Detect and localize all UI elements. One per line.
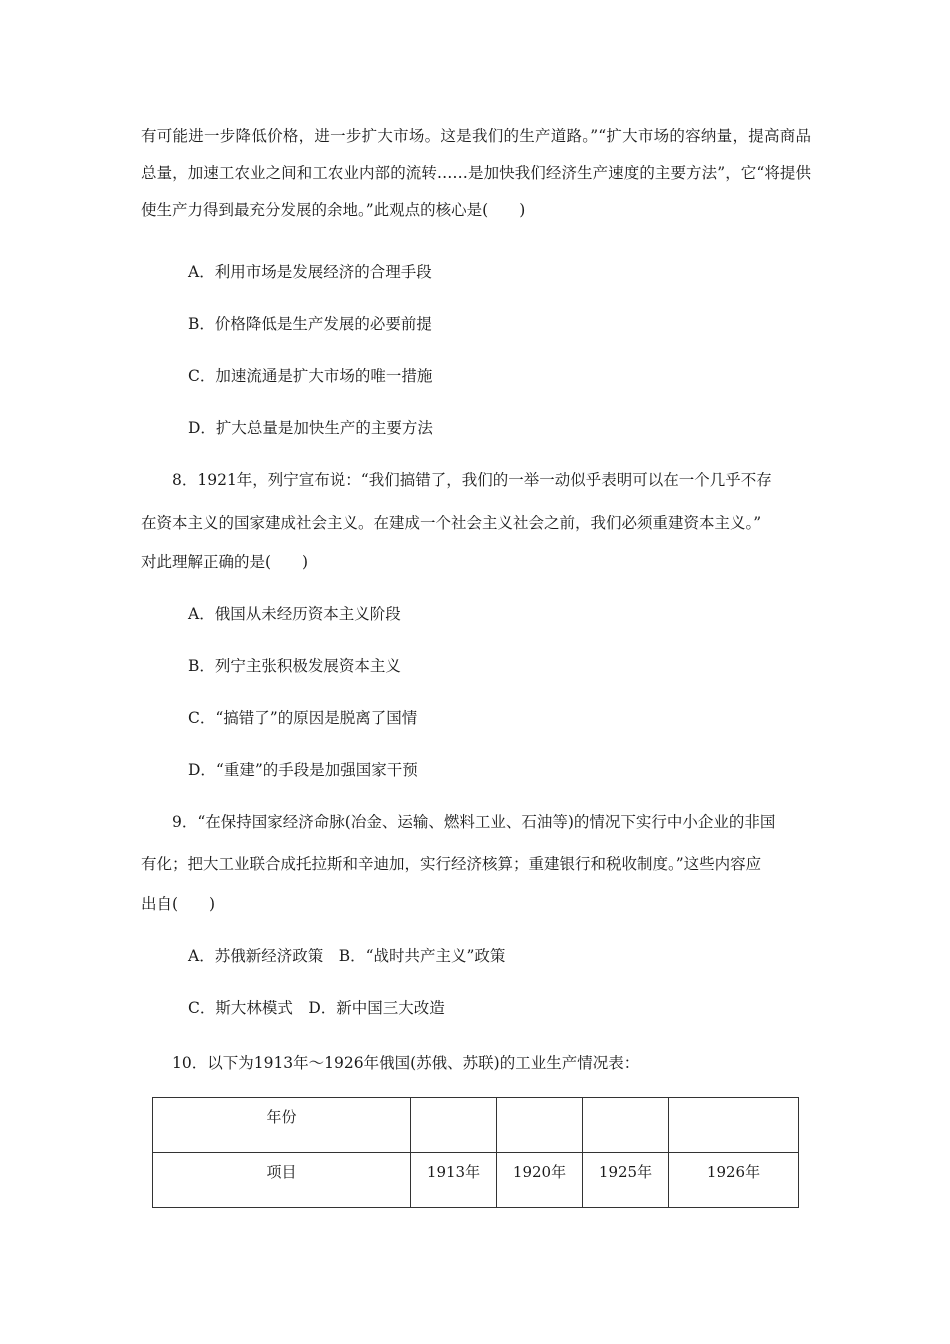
table-cell (411, 1098, 497, 1153)
q9-options-row-2: C．斯大林模式 D．新中国三大改造 (188, 999, 445, 1017)
question-9-line-1: 9．“在保持国家经济命脉(冶金、运输、燃料工业、石油等)的情况下实行中小企业的非国 (172, 813, 776, 831)
question-7-stem: 有可能进一步降低价格，进一步扩大市场。这是我们的生产道路。”“扩大市场的容纳量，提高商品总量，加速工农业之间和工农业内部的流转……是加快我们经济生产速度的主要方法”，它“将提供使生产力得到最充分发展的余地。”此观点的核心是( ) (141, 127, 811, 219)
q8-option-b: B．列宁主张积极发展资本主义 (188, 657, 401, 675)
question-9-line-2: 有化；把大工业联合成托拉斯和辛迪加，实行经济核算；重建银行和税收制度。”这些内容应 (141, 855, 762, 873)
q7-option-d: D．扩大总量是加快生产的主要方法 (188, 419, 433, 437)
table-row (153, 1098, 799, 1153)
table-year-cell: 1926年 (669, 1153, 799, 1208)
q8-option-d: D．“重建”的手段是加强国家干预 (188, 761, 418, 779)
question-8-line-1: 8．1921年，列宁宣布说：“我们搞错了，我们的一举一动似乎表明可以在一个几乎不存 (172, 471, 772, 489)
table-cell (669, 1098, 799, 1153)
table-row (153, 1153, 799, 1208)
table-header-item: 项目 (153, 1153, 411, 1208)
industrial-production-table (152, 1097, 799, 1208)
q7-option-b: B．价格降低是生产发展的必要前提 (188, 315, 432, 333)
q7-option-c: C．加速流通是扩大市场的唯一措施 (188, 367, 433, 385)
table-year-cell: 1925年 (583, 1153, 669, 1208)
q8-option-a: A．俄国从未经历资本主义阶段 (188, 605, 401, 623)
table-cell (583, 1098, 669, 1153)
q9-options-row-1: A．苏俄新经济政策 B．“战时共产主义”政策 (188, 947, 506, 965)
q8-option-c: C．“搞错了”的原因是脱离了国情 (188, 709, 418, 727)
table-year-cell: 1913年 (411, 1153, 497, 1208)
question-8-line-2: 在资本主义的国家建成社会主义。在建成一个社会主义社会之前，我们必须重建资本主义。” (141, 514, 762, 532)
table-cell (497, 1098, 583, 1153)
question-9-line-3: 出自( ) (141, 895, 216, 913)
q7-option-a: A．利用市场是发展经济的合理手段 (188, 263, 432, 281)
table-header-year: 年份 (153, 1098, 411, 1153)
question-10-stem: 10．以下为1913年～1926年俄国(苏俄、苏联)的工业生产情况表： (172, 1054, 640, 1072)
question-8-line-3: 对此理解正确的是( ) (141, 553, 309, 571)
table-year-cell: 1920年 (497, 1153, 583, 1208)
